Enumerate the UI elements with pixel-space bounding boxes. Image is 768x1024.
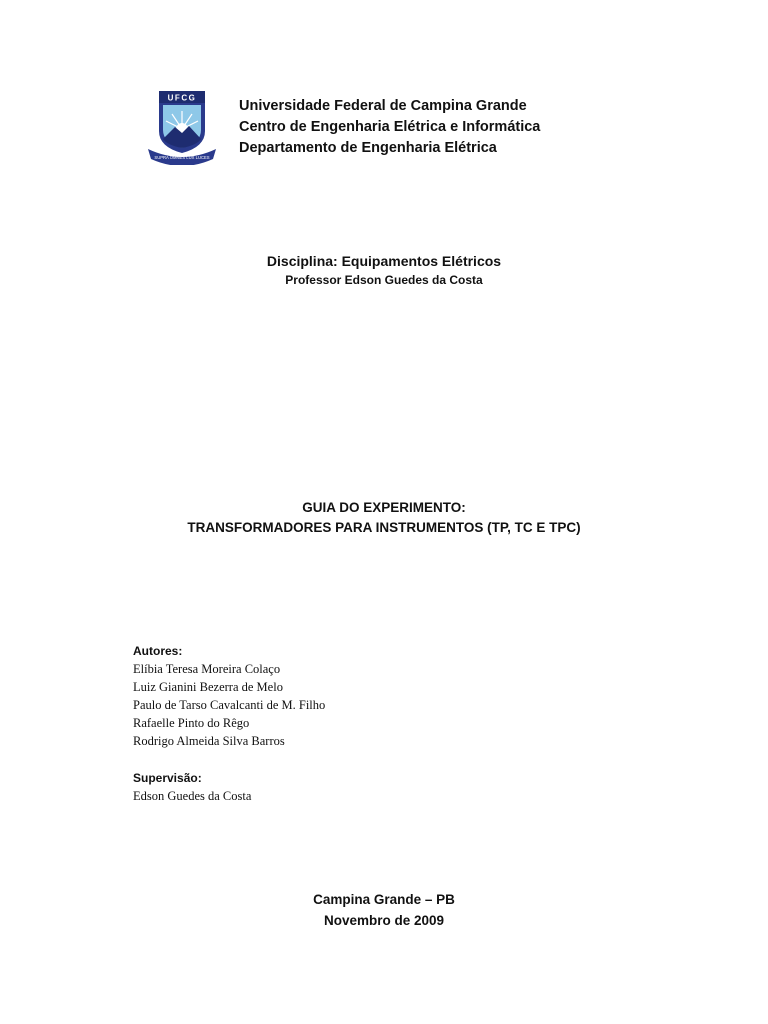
discipline-block	[0, 251, 768, 289]
logo-motto: SUPRA OMNES LUX LUCES	[154, 155, 210, 160]
authors-block	[133, 642, 325, 750]
professor-name: Professor Edson Guedes da Costa	[285, 273, 483, 287]
author-name: Paulo de Tarso Cavalcanti de M. Filho	[133, 698, 326, 712]
department-name: Departamento de Engenharia Elétrica	[239, 140, 497, 156]
footer-block	[0, 889, 768, 931]
title-line-2: TRANSFORMADORES PARA INSTRUMENTOS (TP, TC E TPC)	[187, 520, 581, 535]
document-title	[0, 498, 768, 538]
institution-header	[239, 96, 540, 159]
ufcg-crest-icon	[145, 87, 219, 165]
author-name: Elíbia Teresa Moreira Colaço	[133, 662, 281, 676]
university-name: Universidade Federal de Campina Grande	[239, 98, 527, 114]
supervisor-name: Edson Guedes da Costa	[133, 789, 252, 803]
author-name: Rafaelle Pinto do Rêgo	[133, 716, 250, 730]
footer-date: Novembro de 2009	[323, 913, 445, 928]
author-name: Rodrigo Almeida Silva Barros	[133, 734, 285, 748]
discipline-title: Disciplina: Equipamentos Elétricos	[266, 253, 502, 269]
center-name: Centro de Engenharia Elétrica e Informática	[239, 119, 541, 135]
title-line-1: GUIA DO EXPERIMENTO:	[302, 500, 466, 515]
footer-place: Campina Grande – PB	[313, 892, 455, 907]
author-name: Luiz Gianini Bezerra de Melo	[133, 680, 283, 694]
authors-label: Autores:	[133, 644, 183, 658]
supervision-label: Supervisão:	[133, 771, 202, 785]
logo-abbreviation: UFCG	[167, 93, 197, 103]
supervision-block	[133, 769, 251, 805]
